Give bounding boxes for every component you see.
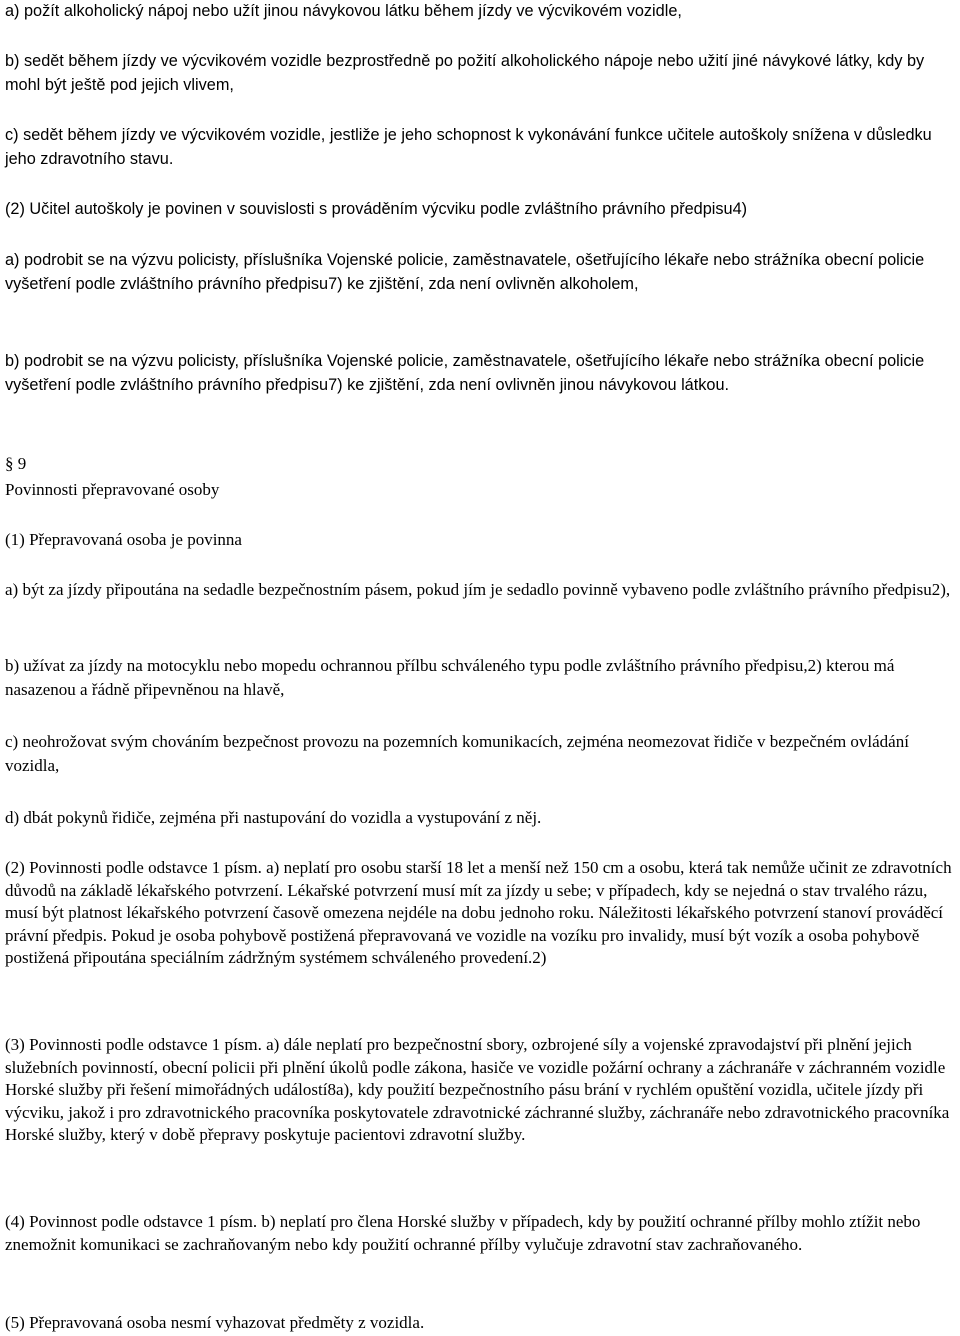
paragraph-b-after-alcohol: b) sedět během jízdy ve výcvikovém vozidle bezprostředně po požití alkoholického nápoje nebo užití jiné návykové látky, kdy by mohl být ještě pod jejich vlivem, [5, 52, 925, 94]
paragraph-5-no-throwing: (5) Přepravovaná osoba nesmí vyhazovat předměty z vozidla. [5, 1313, 425, 1332]
paragraph-4-helmet-exception: (4) Povinnost podle odstavce 1 písm. b) neplatí pro člena Horské služby v případech, kdy by použití ochranné přílby mohlo ztížit nebo znemožnit komunikaci se zachraňovaným nebo kdy použití ochranné přílby vylučuje zdravotní stav zachraňovaného. [5, 1212, 921, 1254]
paragraph-c-no-endangering: c) neohrožovat svým chováním bezpečnost provozu na pozemních komunikacích, zejména neomezovat řidiče v bezpečném ovládání vozidla, [5, 732, 909, 775]
paragraph-d-follow-driver: d) dbát pokynů řidiče, zejména při nastupování do vozidla a vystupování z něj. [5, 808, 542, 827]
paragraph-b-drug-test: b) podrobit se na výzvu policisty, příslušníka Vojenské policie, zaměstnavatele, ošetřujícího lékaře nebo strážníka obecní policie vyšetření podle zvláštního právního předpisu7) ke zjištění, zda není ovlivněn jinou návykovou látkou. [5, 352, 925, 394]
paragraph-a-seatbelt: a) být za jízdy připoutána na sedadle bezpečnostním pásem, pokud jím je sedadlo povinně vybaveno podle zvláštního právního předpisu2), [5, 580, 951, 599]
section-title: Povinnosti přepravované osoby [5, 480, 220, 499]
paragraph-b-helmet: b) užívat za jízdy na motocyklu nebo mopedu ochrannou přílbu schváleného typu podle zvláštního právního předpisu,2) kterou má nasazenou a řádně připevněnou na hlavě, [5, 656, 895, 699]
paragraph-passenger-obligations: (1) Přepravovaná osoba je povinna [5, 530, 242, 549]
paragraph-a-alcohol-test: a) podrobit se na výzvu policisty, příslušníka Vojenské policie, zaměstnavatele, ošetřujícího lékaře nebo strážníka obecní policie vyšetření podle zvláštního právního předpisu7) ke zjištění, zda není ovlivněn alkoholem, [5, 251, 925, 293]
paragraph-3-exceptions: (3) Povinnosti podle odstavce 1 písm. a) dále neplatí pro bezpečnostní sbory, ozbrojené síly a vojenské zpravodajství při plnění jejich služebních povinností, obecní policii při plnění úkolů podle zákona, hasiče ve vozidle požární ochrany a záchranáře v záchranném vozidle Horské služby při řešení mimořádných událostí8a), kdy použití bezpečnostního pásu brání v rychlém opuštění vozidla, učitele jízdy při výcviku, jakož i pro zdravotnického pracovníka poskytovatele zdravotnické záchranné služby, záchranáře nebo zdravotnického pracovníka Horské služby, který v době přepravy poskytuje pacientovi zdravotní služby. [5, 1035, 950, 1145]
paragraph-2-exceptions: (2) Povinnosti podle odstavce 1 písm. a) neplatí pro osobu starší 18 let a menší než 150 cm a osobu, která tak nemůže učinit ze zdravotních důvodů na základě lékařského potvrzení. Lékařské potvrzení musí mít za jízdy u sebe; v případech, kdy se nejedná o stav trvalého rázu, musí být platnost lékařského potvrzení časově omezena nejdéle na dobu jednoho roku. Náležitosti lékařského potvrzení stanoví prováděcí právní předpis. Pokud je osoba pohybově postižená přepravovaná ve vozidle na vozíku pro invalidy, musí být vozík a osoba pohybově postižená připoutána speciálním zádržným systémem schváleného provedení.2) [5, 858, 952, 968]
section-number: § 9 [5, 454, 27, 473]
paragraph-c-health-state: c) sedět během jízdy ve výcvikovém vozidle, jestliže je jeho schopnost k vykonávání funkce učitele autoškoly snížena v důsledku jeho zdravotního stavu. [5, 126, 932, 168]
paragraph-a-alcohol-during-drive: a) požít alkoholický nápoj nebo užít jinou návykovou látku během jízdy ve výcvikovém vozidle, [5, 2, 682, 20]
paragraph-instructor-duties: (2) Učitel autoškoly je povinen v souvislosti s prováděním výcviku podle zvláštního právního předpisu4) [5, 200, 748, 218]
